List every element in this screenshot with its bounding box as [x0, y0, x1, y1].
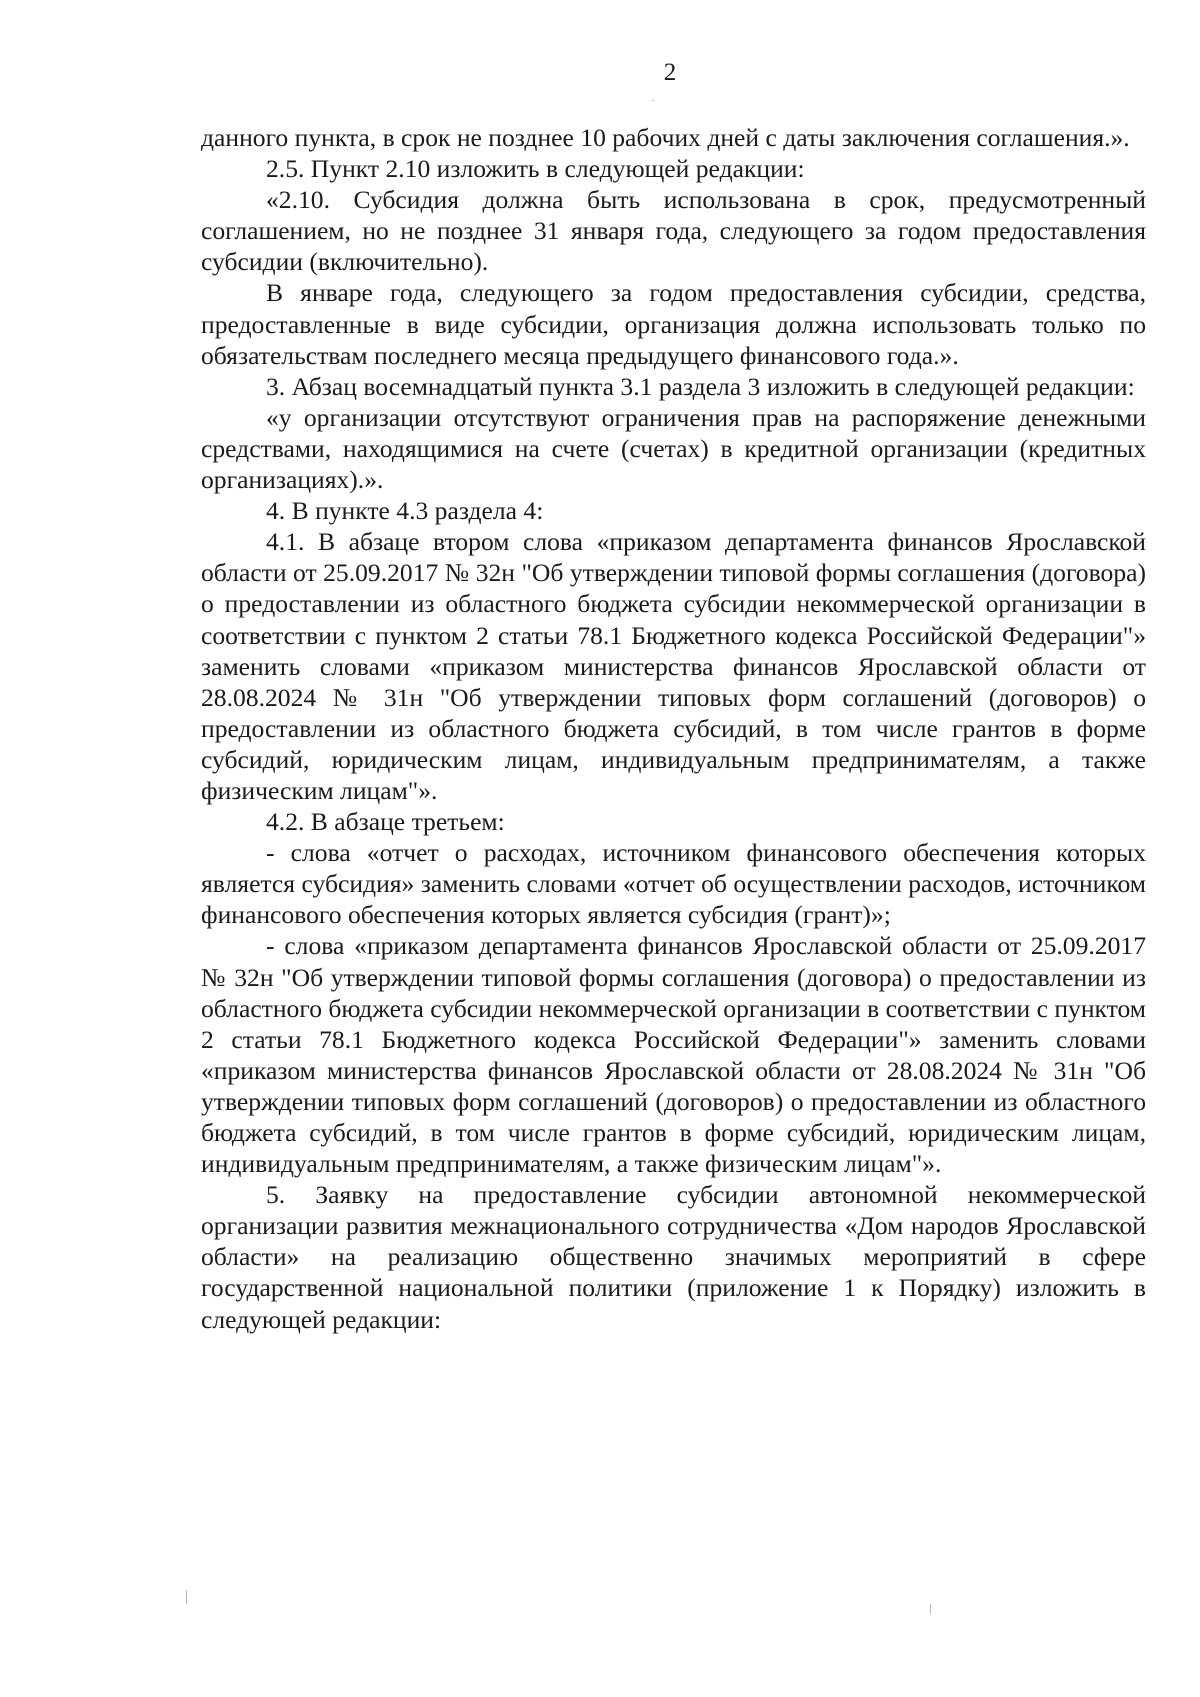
- paragraph-10: - слова «отчет о расходах, источником финансового обеспечения которых является субсидия» заменить словами «отчет об осуществлении расходов, источником финансового обеспечения которых является субсидия (грант)»;: [201, 838, 1146, 930]
- scan-artifact: [652, 100, 654, 101]
- paragraph-8: 4.1. В абзаце втором слова «приказом департамента финансов Ярославской области от 25.09.2017 № 32н "Об утверждении типовой формы соглашения (договора) о предоставлении из областного бюджета субсидии некоммерческой организации в соответствии с пунктом 2 статьи 78.1 Бюджетного кодекса Российской Федерации"» заменить словами «приказом министерства финансов Ярославской области от 28.08.2024 № 31н "Об утверждении типовых форм соглашений (договоров) о предоставлении из областного бюджета субсидий, в том числе грантов в форме субсидий, юридическим лицам, индивидуальным предпринимателям, а также физическим лицам"».: [201, 527, 1146, 805]
- paragraph-7: 4. В пункте 4.3 раздела 4:: [266, 496, 544, 526]
- page-number: 2: [663, 59, 677, 86]
- paragraph-5: 3. Абзац восемнадцатый пункта 3.1 раздела 3 изложить в следующей редакции:: [266, 371, 1135, 401]
- paragraph-1: данного пункта, в срок не позднее 10 рабочих дней с даты заключения соглашения.».: [201, 123, 1130, 152]
- scan-artifact: [930, 1604, 931, 1614]
- scan-artifact: [186, 1590, 187, 1604]
- paragraph-2: 2.5. Пункт 2.10 изложить в следующей редакции:: [266, 154, 805, 184]
- paragraph-9: 4.2. В абзаце третьем:: [266, 807, 505, 837]
- paragraph-11: - слова «приказом департамента финансов Ярославской области от 25.09.2017 № 32н "Об утверждении типовой формы соглашения (договора) о предоставлении из областного бюджета субсидии некоммерческой организации в соответствии с пунктом 2 статьи 78.1 Бюджетного кодекса Российской Федерации"» заменить словами «приказом министерства финансов Ярославской области от 28.08.2024 № 31н "Об утверждении типовых форм соглашений (договоров) о предоставлении из областного бюджета субсидий, в том числе грантов в форме субсидий, юридическим лицам, индивидуальным предпринимателям, а также физическим лицам"».: [201, 931, 1146, 1179]
- paragraph-4: В январе года, следующего за годом предоставления субсидии, средства, предоставленные в виде субсидии, организация должна использовать только по обязательствам последнего месяца предыдущего финансового года.».: [201, 278, 1146, 370]
- paragraph-3: «2.10. Субсидия должна быть использована в срок, предусмотренный соглашением, но не позднее 31 января года, следующего за годом предоставления субсидии (включительно).: [201, 185, 1146, 277]
- document-body: [201, 122, 1146, 1335]
- paragraph-6: «у организации отсутствуют ограничения прав на распоряжение денежными средствами, находящимися на счете (счетах) в кредитной организации (кредитных организациях).».: [201, 402, 1146, 495]
- paragraph-12: 5. Заявку на предоставление субсидии автономной некоммерческой организации развития межнационального сотрудничества «Дом народов Ярославской области» на реализацию общественно значимых мероприятий в сфере государственной национальной политики (приложение 1 к Порядку) изложить в следующей редакции:: [201, 1180, 1146, 1334]
